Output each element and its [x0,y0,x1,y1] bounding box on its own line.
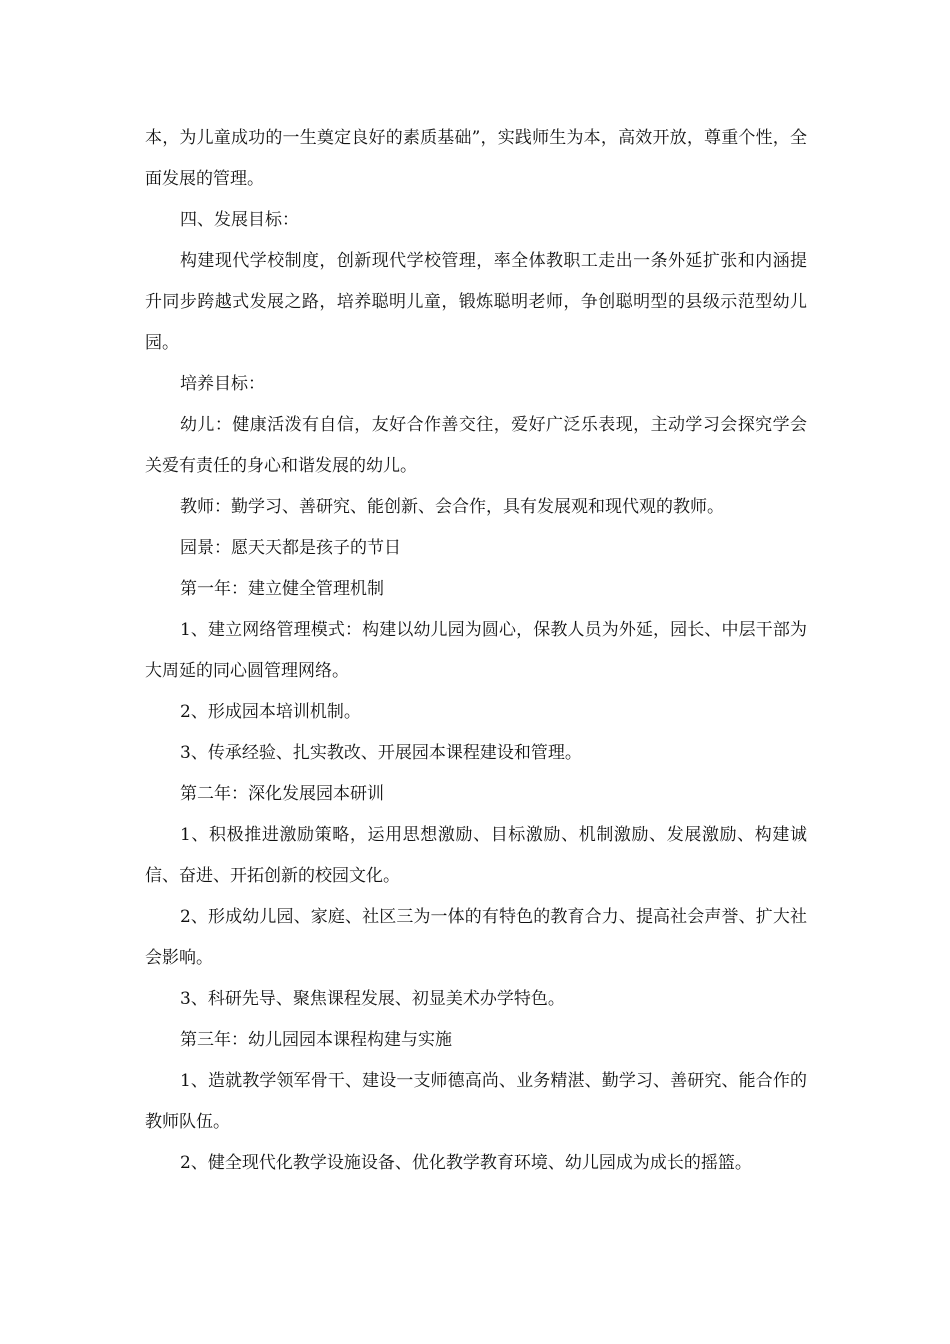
heading-year-one: 第一年：建立健全管理机制 [180,579,384,599]
paragraph-continuation: 本，为儿童成功的一生奠定良好的素质基础”，实践师生为本，高效开放，尊重个性，全面发展的管理。 [145,128,807,189]
list-item-year-three-2: 2、健全现代化教学设施设备、优化教学教育环境、幼儿园成为成长的摇篮。 [180,1153,752,1173]
document-page [145,118,807,1184]
list-item-year-three-1: 1、造就教学领军骨干、建设一支师德高尚、业务精湛、勤学习、善研究、能合作的教师队伍。 [145,1071,807,1132]
list-item-year-one-3: 3、传承经验、扎实教改、开展园本课程建设和管理。 [180,743,582,763]
paragraph-garden-vision: 园景：愿天天都是孩子的节日 [180,538,401,558]
heading-training-goals: 培养目标： [180,374,265,394]
list-item-year-one-1: 1、建立网络管理模式：构建以幼儿园为圆心，保教人员为外延，园长、中层干部为大周延的同心圆管理网络。 [145,620,807,681]
heading-development-goals: 四、发展目标： [180,210,299,230]
paragraph-children-goals: 幼儿：健康活泼有自信，友好合作善交往，爱好广泛乐表现，主动学习会探究学会关爱有责任的身心和谐发展的幼儿。 [145,415,807,476]
paragraph-development-goals: 构建现代学校制度，创新现代学校管理，率全体教职工走出一条外延扩张和内涵提升同步跨越式发展之路，培养聪明儿童，锻炼聪明老师，争创聪明型的县级示范型幼儿园。 [145,251,807,353]
list-item-year-two-1: 1、积极推进激励策略，运用思想激励、目标激励、机制激励、发展激励、构建诚信、奋进、开拓创新的校园文化。 [145,825,807,886]
heading-year-three: 第三年：幼儿园园本课程构建与实施 [180,1030,452,1050]
paragraph-teacher-goals: 教师：勤学习、善研究、能创新、会合作，具有发展观和现代观的教师。 [180,497,724,517]
heading-year-two: 第二年：深化发展园本研训 [180,784,384,804]
list-item-year-two-3: 3、科研先导、聚焦课程发展、初显美术办学特色。 [180,989,565,1009]
list-item-year-one-2: 2、形成园本培训机制。 [180,702,361,722]
list-item-year-two-2: 2、形成幼儿园、家庭、社区三为一体的有特色的教育合力、提高社会声誉、扩大社会影响。 [145,907,807,968]
